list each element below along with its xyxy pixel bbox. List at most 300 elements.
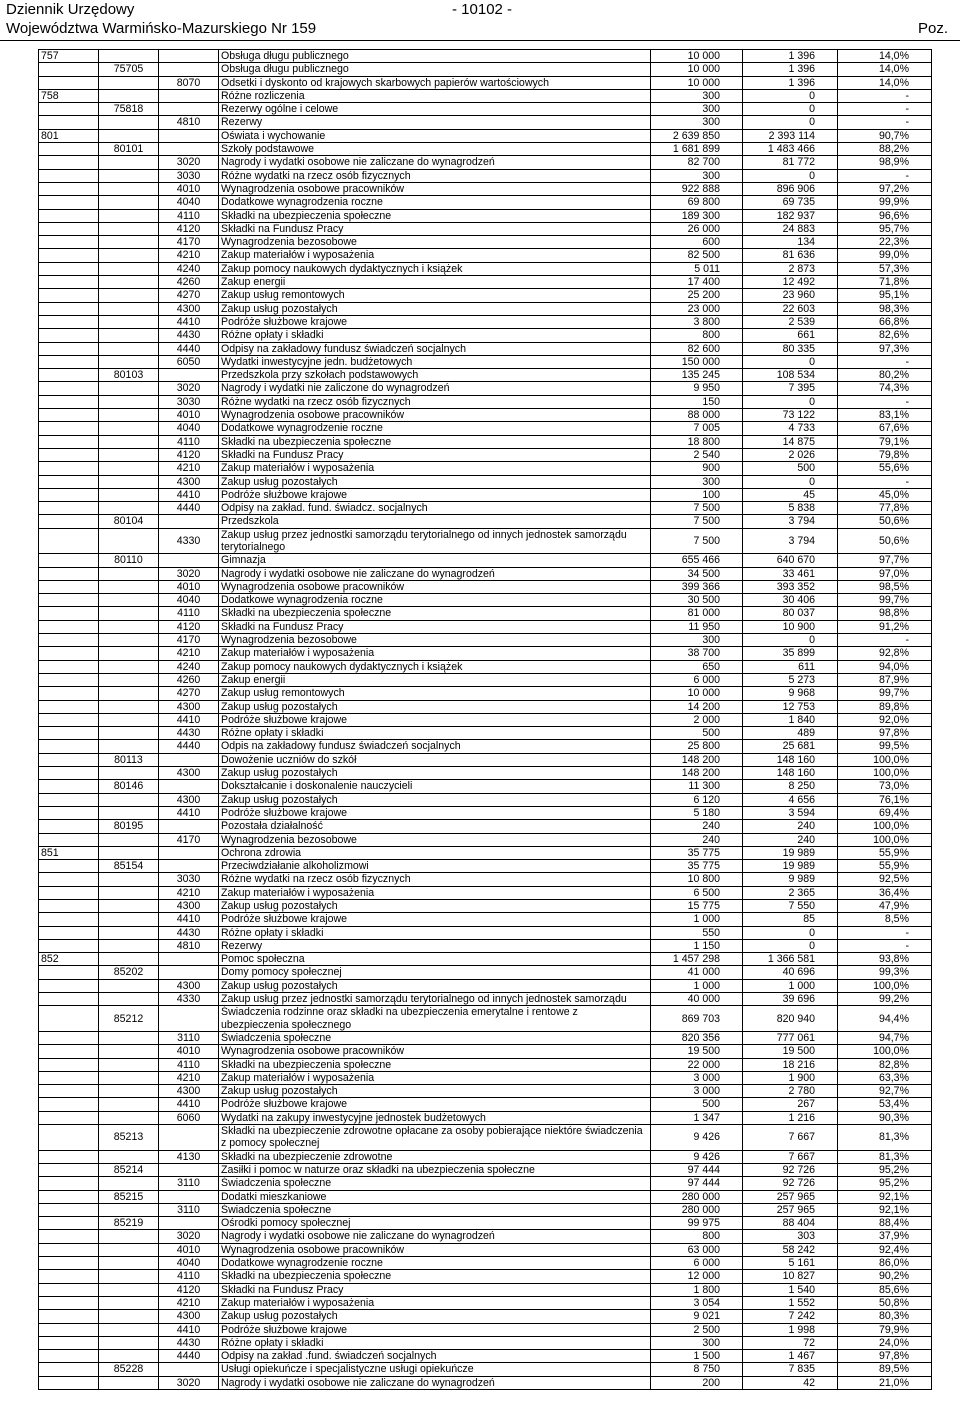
description: Zakup pomocy naukowych dydaktycznych i książek — [219, 660, 651, 673]
execution-percent: 98,8% — [838, 607, 932, 620]
execution-percent: 99,2% — [838, 993, 932, 1006]
chapter-code — [39, 369, 99, 382]
table-row — [39, 1203, 932, 1216]
table-row — [39, 953, 932, 966]
execution-percent: 73,0% — [838, 780, 932, 793]
plan-value: 1 150 — [651, 939, 743, 952]
paragraph-code — [159, 1163, 219, 1176]
description: Różne wydatki na rzecz osób fizycznych — [219, 169, 651, 182]
description: Zakup energii — [219, 673, 651, 686]
paragraph-code: 4330 — [159, 993, 219, 1006]
section-code — [99, 926, 159, 939]
plan-value: 10 000 — [651, 687, 743, 700]
chapter-code — [39, 634, 99, 647]
paragraph-code — [159, 966, 219, 979]
table-row — [39, 1257, 932, 1270]
execution-value: 3 794 — [743, 528, 838, 554]
paragraph-code — [159, 780, 219, 793]
plan-value: 6 000 — [651, 1257, 743, 1270]
section-code — [99, 76, 159, 89]
plan-value: 10 000 — [651, 76, 743, 89]
plan-value: 655 466 — [651, 554, 743, 567]
execution-value: 1 366 581 — [743, 953, 838, 966]
plan-value: 11 300 — [651, 780, 743, 793]
execution-value: 40 696 — [743, 966, 838, 979]
paragraph-code: 3020 — [159, 382, 219, 395]
paragraph-code: 6050 — [159, 355, 219, 368]
description: Składki na Fundusz Pracy — [219, 222, 651, 235]
section-code — [99, 156, 159, 169]
section-code: 85228 — [99, 1363, 159, 1376]
execution-value: 489 — [743, 727, 838, 740]
table-row — [39, 979, 932, 992]
paragraph-code: 3020 — [159, 1376, 219, 1389]
execution-percent: 14,0% — [838, 76, 932, 89]
description: Zakup pomocy naukowych dydaktycznych i książek — [219, 262, 651, 275]
table-row — [39, 89, 932, 102]
chapter-code — [39, 236, 99, 249]
plan-value: 82 600 — [651, 342, 743, 355]
execution-percent: 100,0% — [838, 767, 932, 780]
paragraph-code: 4330 — [159, 528, 219, 554]
chapter-code — [39, 103, 99, 116]
description: Różne rozliczenia — [219, 89, 651, 102]
paragraph-code: 4300 — [159, 793, 219, 806]
execution-percent: 94,7% — [838, 1031, 932, 1044]
plan-value: 2 540 — [651, 448, 743, 461]
table-row — [39, 913, 932, 926]
description: Podróże służbowe krajowe — [219, 1098, 651, 1111]
section-code: 75818 — [99, 103, 159, 116]
section-code — [99, 886, 159, 899]
execution-value: 0 — [743, 939, 838, 952]
chapter-code — [39, 1217, 99, 1230]
execution-value: 12 753 — [743, 700, 838, 713]
execution-value: 24 883 — [743, 222, 838, 235]
chapter-code — [39, 926, 99, 939]
description: Pomoc społeczna — [219, 953, 651, 966]
chapter-code — [39, 289, 99, 302]
section-code — [99, 528, 159, 554]
plan-value: 240 — [651, 833, 743, 846]
execution-value: 80 335 — [743, 342, 838, 355]
paragraph-code: 4210 — [159, 249, 219, 262]
chapter-code — [39, 939, 99, 952]
plan-value: 300 — [651, 116, 743, 129]
plan-value: 40 000 — [651, 993, 743, 1006]
description: Zakup materiałów i wyposażenia — [219, 249, 651, 262]
table-row — [39, 873, 932, 886]
section-code — [99, 979, 159, 992]
execution-percent: 92,1% — [838, 1203, 932, 1216]
description: Oświata i wychowanie — [219, 129, 651, 142]
table-row — [39, 1270, 932, 1283]
chapter-code — [39, 262, 99, 275]
execution-value: 1 396 — [743, 76, 838, 89]
execution-percent: 99,7% — [838, 687, 932, 700]
chapter-code: 852 — [39, 953, 99, 966]
description: Zakup materiałów i wyposażenia — [219, 1071, 651, 1084]
paragraph-code: 4040 — [159, 422, 219, 435]
description: Dokształcanie i doskonalenie nauczycieli — [219, 780, 651, 793]
position-label: Poz. — [917, 20, 948, 37]
table-row — [39, 1336, 932, 1349]
table-row — [39, 1217, 932, 1230]
paragraph-code — [159, 1363, 219, 1376]
chapter-code — [39, 76, 99, 89]
table-row — [39, 1376, 932, 1389]
chapter-code — [39, 793, 99, 806]
execution-percent: 97,2% — [838, 182, 932, 195]
section-code — [99, 1376, 159, 1389]
execution-percent: 86,0% — [838, 1257, 932, 1270]
section-code — [99, 647, 159, 660]
section-code — [99, 342, 159, 355]
chapter-code — [39, 979, 99, 992]
chapter-code — [39, 1085, 99, 1098]
chapter-code — [39, 1203, 99, 1216]
execution-value: 10 900 — [743, 620, 838, 633]
paragraph-code: 4210 — [159, 886, 219, 899]
section-code: 80113 — [99, 753, 159, 766]
chapter-code — [39, 993, 99, 1006]
plan-value: 5 180 — [651, 806, 743, 819]
plan-value: 800 — [651, 1230, 743, 1243]
paragraph-code: 4210 — [159, 1296, 219, 1309]
plan-value: 35 775 — [651, 846, 743, 859]
chapter-code — [39, 169, 99, 182]
execution-value: 12 492 — [743, 276, 838, 289]
section-code — [99, 488, 159, 501]
description: Odpis na zakładowy fundusz świadczeń socjalnych — [219, 740, 651, 753]
description: Zakup usług pozostałych — [219, 700, 651, 713]
execution-value: 33 461 — [743, 567, 838, 580]
execution-percent: 50,6% — [838, 515, 932, 528]
section-code — [99, 1270, 159, 1283]
chapter-code — [39, 143, 99, 156]
paragraph-code: 3020 — [159, 1230, 219, 1243]
execution-percent: 21,0% — [838, 1376, 932, 1389]
budget-table — [38, 49, 932, 1390]
paragraph-code: 8070 — [159, 76, 219, 89]
table-row — [39, 209, 932, 222]
table-row — [39, 634, 932, 647]
chapter-code — [39, 528, 99, 554]
description: Zakup usług pozostałych — [219, 302, 651, 315]
description: Świadczenia społeczne — [219, 1177, 651, 1190]
section-code — [99, 462, 159, 475]
section-code: 75705 — [99, 63, 159, 76]
execution-value: 0 — [743, 475, 838, 488]
table-row — [39, 103, 932, 116]
plan-value: 10 000 — [651, 50, 743, 63]
table-row — [39, 448, 932, 461]
chapter-code — [39, 116, 99, 129]
section-code — [99, 475, 159, 488]
table-row — [39, 607, 932, 620]
section-code — [99, 289, 159, 302]
execution-percent: 22,3% — [838, 236, 932, 249]
paragraph-code: 4300 — [159, 475, 219, 488]
table-row — [39, 647, 932, 660]
chapter-code — [39, 1336, 99, 1349]
table-row — [39, 528, 932, 554]
execution-percent: 82,6% — [838, 329, 932, 342]
execution-value: 896 906 — [743, 182, 838, 195]
chapter-code — [39, 1243, 99, 1256]
section-code — [99, 1283, 159, 1296]
execution-value: 240 — [743, 820, 838, 833]
voivodeship-issue: Województwa Warmińsko-Mazurskiego Nr 159 — [6, 20, 317, 37]
chapter-code — [39, 1006, 99, 1032]
paragraph-code: 3110 — [159, 1203, 219, 1216]
execution-percent: 94,0% — [838, 660, 932, 673]
execution-value: 2 539 — [743, 315, 838, 328]
chapter-code — [39, 620, 99, 633]
section-code — [99, 1031, 159, 1044]
execution-value: 35 899 — [743, 647, 838, 660]
paragraph-code — [159, 103, 219, 116]
section-code — [99, 1177, 159, 1190]
execution-value: 8 250 — [743, 780, 838, 793]
description: Wynagrodzenia bezosobowe — [219, 833, 651, 846]
plan-value: 1 681 899 — [651, 143, 743, 156]
paragraph-code: 4040 — [159, 1257, 219, 1270]
execution-percent: 98,3% — [838, 302, 932, 315]
chapter-code — [39, 1177, 99, 1190]
paragraph-code: 4300 — [159, 700, 219, 713]
execution-value: 148 160 — [743, 767, 838, 780]
description: Zakup usług pozostałych — [219, 1085, 651, 1098]
section-code — [99, 1257, 159, 1270]
description: Podróże służbowe krajowe — [219, 713, 651, 726]
chapter-code — [39, 900, 99, 913]
plan-value: 3 054 — [651, 1296, 743, 1309]
table-row — [39, 926, 932, 939]
section-code — [99, 1203, 159, 1216]
execution-value: 58 242 — [743, 1243, 838, 1256]
chapter-code — [39, 342, 99, 355]
plan-value: 25 800 — [651, 740, 743, 753]
section-code — [99, 594, 159, 607]
plan-value: 82 500 — [651, 249, 743, 262]
chapter-code — [39, 488, 99, 501]
execution-percent: 94,4% — [838, 1006, 932, 1032]
execution-value: 1 840 — [743, 713, 838, 726]
paragraph-code: 4430 — [159, 926, 219, 939]
plan-value: 7 500 — [651, 528, 743, 554]
plan-value: 100 — [651, 488, 743, 501]
section-code — [99, 833, 159, 846]
section-code — [99, 409, 159, 422]
execution-value: 9 968 — [743, 687, 838, 700]
description: Zakup usług przez jednostki samorządu terytorialnego od innych jednostek samorządu — [219, 993, 651, 1006]
paragraph-code: 4300 — [159, 979, 219, 992]
execution-percent: 57,3% — [838, 262, 932, 275]
paragraph-code: 4010 — [159, 1243, 219, 1256]
section-code — [99, 953, 159, 966]
plan-value: 34 500 — [651, 567, 743, 580]
plan-value: 6 000 — [651, 673, 743, 686]
plan-value: 9 950 — [651, 382, 743, 395]
description: Różne opłaty i składki — [219, 1336, 651, 1349]
chapter-code — [39, 740, 99, 753]
table-row — [39, 1350, 932, 1363]
description: Rezerwy ogólne i celowe — [219, 103, 651, 116]
execution-value: 30 406 — [743, 594, 838, 607]
execution-percent: 92,7% — [838, 1085, 932, 1098]
paragraph-code: 4110 — [159, 1270, 219, 1283]
description: Wynagrodzenia osobowe pracowników — [219, 409, 651, 422]
section-code — [99, 1045, 159, 1058]
chapter-code — [39, 833, 99, 846]
execution-percent: 83,1% — [838, 409, 932, 422]
plan-value: 97 444 — [651, 1163, 743, 1176]
table-row — [39, 860, 932, 873]
chapter-code — [39, 1045, 99, 1058]
section-code — [99, 873, 159, 886]
execution-value: 5 838 — [743, 502, 838, 515]
table-row — [39, 660, 932, 673]
plan-value: 189 300 — [651, 209, 743, 222]
description: Składki na ubezpieczenia społeczne — [219, 1058, 651, 1071]
execution-percent: 95,2% — [838, 1163, 932, 1176]
description: Ośrodki pomocy społecznej — [219, 1217, 651, 1230]
section-code — [99, 1111, 159, 1124]
execution-value: 42 — [743, 1376, 838, 1389]
table-row — [39, 182, 932, 195]
execution-value: 0 — [743, 634, 838, 647]
table-row — [39, 740, 932, 753]
execution-percent: 96,6% — [838, 209, 932, 222]
paragraph-code: 4410 — [159, 806, 219, 819]
section-code — [99, 673, 159, 686]
execution-percent: 82,8% — [838, 1058, 932, 1071]
description: Składki na ubezpieczenie zdrowotne — [219, 1150, 651, 1163]
execution-percent: 76,1% — [838, 793, 932, 806]
description: Przedszkola przy szkołach podstawowych — [219, 369, 651, 382]
chapter-code — [39, 886, 99, 899]
description: Świadczenia społeczne — [219, 1203, 651, 1216]
plan-value: 300 — [651, 1336, 743, 1349]
execution-percent: 53,4% — [838, 1098, 932, 1111]
plan-value: 9 426 — [651, 1125, 743, 1151]
execution-percent: 55,9% — [838, 860, 932, 873]
description: Różne wydatki na rzecz osób fizycznych — [219, 873, 651, 886]
execution-value: 69 735 — [743, 196, 838, 209]
section-code: 80103 — [99, 369, 159, 382]
paragraph-code: 3030 — [159, 873, 219, 886]
description: Składki na ubezpieczenia społeczne — [219, 435, 651, 448]
plan-value: 1 800 — [651, 1283, 743, 1296]
execution-percent: - — [838, 634, 932, 647]
execution-value: 81 636 — [743, 249, 838, 262]
table-row — [39, 329, 932, 342]
description: Wynagrodzenia osobowe pracowników — [219, 1045, 651, 1058]
chapter-code — [39, 1283, 99, 1296]
execution-percent: 66,8% — [838, 315, 932, 328]
paragraph-code: 4210 — [159, 462, 219, 475]
paragraph-code: 4210 — [159, 1071, 219, 1084]
execution-percent: 45,0% — [838, 488, 932, 501]
description: Składki na ubezpieczenia społeczne — [219, 1270, 651, 1283]
section-code — [99, 395, 159, 408]
chapter-code — [39, 700, 99, 713]
chapter-code — [39, 382, 99, 395]
plan-value: 35 775 — [651, 860, 743, 873]
execution-value: 148 160 — [743, 753, 838, 766]
execution-value: 2 873 — [743, 262, 838, 275]
chapter-code — [39, 820, 99, 833]
paragraph-code: 4270 — [159, 687, 219, 700]
paragraph-code — [159, 515, 219, 528]
section-code — [99, 249, 159, 262]
table-row — [39, 580, 932, 593]
table-row — [39, 143, 932, 156]
table-row — [39, 156, 932, 169]
section-code — [99, 1230, 159, 1243]
table-row — [39, 620, 932, 633]
description: Usługi opiekuńcze i specjalistyczne usługi opiekuńcze — [219, 1363, 651, 1376]
paragraph-code: 3030 — [159, 169, 219, 182]
table-row — [39, 1230, 932, 1243]
plan-value: 18 800 — [651, 435, 743, 448]
paragraph-code: 4120 — [159, 448, 219, 461]
execution-percent: 80,2% — [838, 369, 932, 382]
description: Ochrona zdrowia — [219, 846, 651, 859]
chapter-code — [39, 607, 99, 620]
paragraph-code — [159, 753, 219, 766]
plan-value: 200 — [651, 1376, 743, 1389]
execution-percent: 100,0% — [838, 820, 932, 833]
plan-value: 1 457 298 — [651, 953, 743, 966]
chapter-code — [39, 302, 99, 315]
section-code — [99, 607, 159, 620]
chapter-code — [39, 727, 99, 740]
plan-value: 3 000 — [651, 1085, 743, 1098]
execution-percent: 97,3% — [838, 342, 932, 355]
chapter-code — [39, 567, 99, 580]
execution-value: 19 989 — [743, 846, 838, 859]
execution-percent: 81,3% — [838, 1125, 932, 1151]
execution-value: 22 603 — [743, 302, 838, 315]
section-code — [99, 1336, 159, 1349]
description: Gimnazja — [219, 554, 651, 567]
section-code — [99, 222, 159, 235]
description: Podróże służbowe krajowe — [219, 1323, 651, 1336]
plan-value: 800 — [651, 329, 743, 342]
chapter-code — [39, 966, 99, 979]
paragraph-code: 4810 — [159, 116, 219, 129]
description: Dodatki mieszkaniowe — [219, 1190, 651, 1203]
execution-percent: 97,8% — [838, 727, 932, 740]
paragraph-code: 4040 — [159, 594, 219, 607]
execution-percent: 14,0% — [838, 50, 932, 63]
execution-percent: 87,9% — [838, 673, 932, 686]
description: Zakup materiałów i wyposażenia — [219, 647, 651, 660]
plan-value: 650 — [651, 660, 743, 673]
execution-percent: 100,0% — [838, 753, 932, 766]
plan-value: 19 500 — [651, 1045, 743, 1058]
section-code: 80101 — [99, 143, 159, 156]
plan-value: 820 356 — [651, 1031, 743, 1044]
plan-value: 550 — [651, 926, 743, 939]
plan-value: 81 000 — [651, 607, 743, 620]
paragraph-code — [159, 846, 219, 859]
table-row — [39, 315, 932, 328]
execution-percent: 97,8% — [838, 1350, 932, 1363]
execution-value: 0 — [743, 169, 838, 182]
